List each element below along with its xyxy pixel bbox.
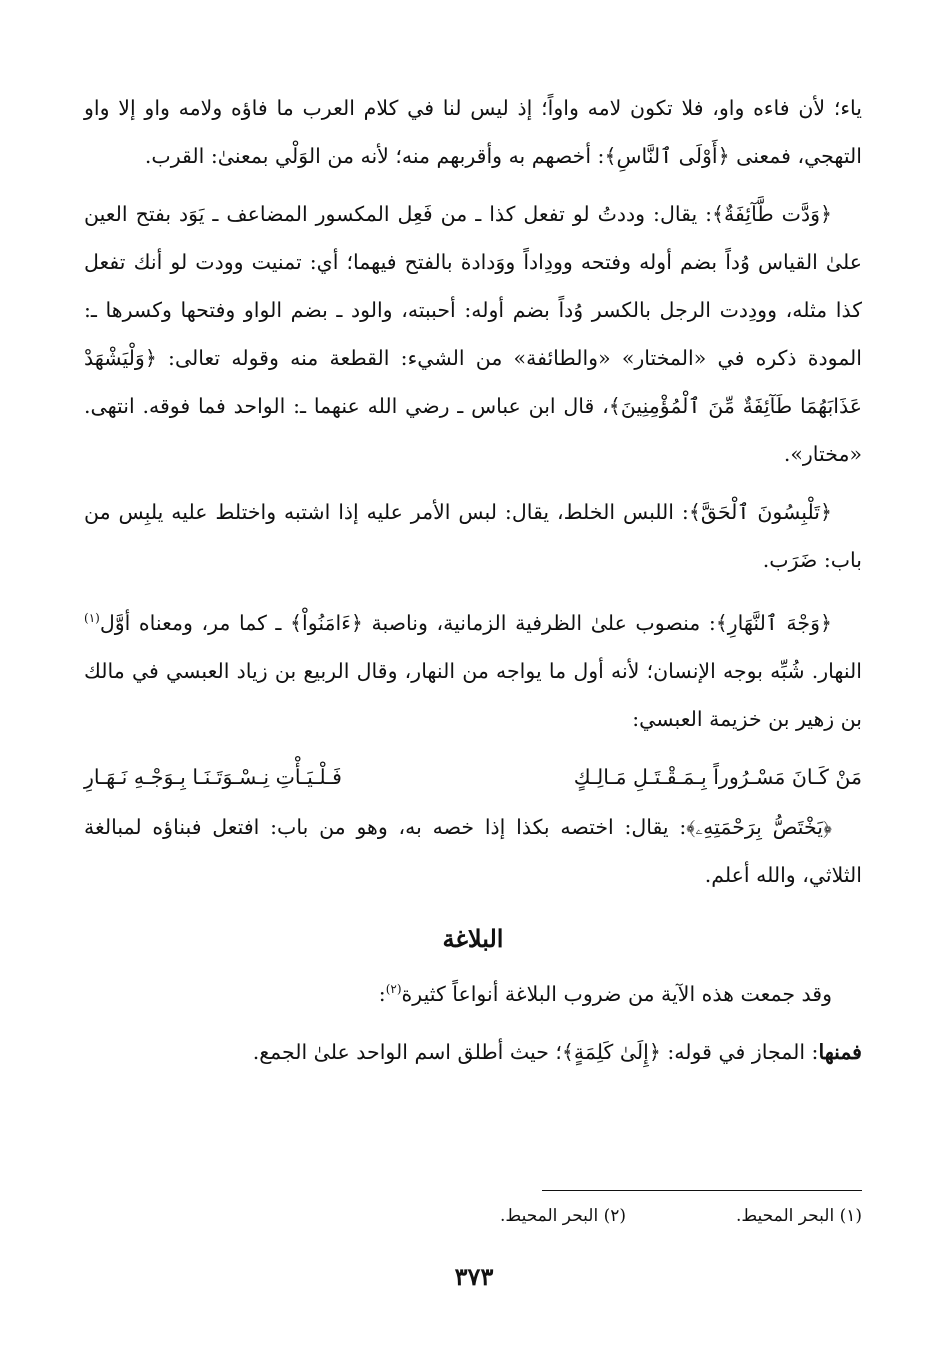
- paragraph-wajh-part1: ﴿وَجْهَ ٱلنَّهَارِ﴾: منصوب علىٰ الظرفية الزمانية، وناصبة ﴿ءَامَنُواْ﴾ ـ كما مر، ومعناه أوَّل: [99, 610, 832, 635]
- footnote-marker-1: (١): [84, 611, 100, 625]
- balagha-point-text: : المجاز في قوله: ﴿إِلَىٰ كَلِمَةٍ﴾؛ حيث أطلق اسم الواحد علىٰ الجمع.: [252, 1039, 819, 1064]
- footnote-marker-2: (٢): [385, 981, 402, 996]
- footnotes: [262, 1206, 862, 1226]
- paragraph-balagha-point: [84, 1028, 862, 1076]
- balagha-point-label: فمنها: [818, 1039, 862, 1064]
- paragraph-wajh-annahar: [84, 594, 862, 743]
- section-heading-balagha: البلاغة: [442, 923, 504, 953]
- paragraph-talbisun: ﴿تَلْبِسُونَ ٱلْحَقَّ﴾: اللبس الخلط، يقال: لبس الأمر عليه إذا اشتبه واختلط عليه يلبِس من باب: ضَرَب.: [84, 500, 862, 572]
- footnote-2: (٢) البحر المحيط.: [500, 1206, 627, 1226]
- paragraph-yakhtassu: ﴿يَخْتَصُّ بِرَحْمَتِهِۦ﴾: يقال: اختصه بكذا إذا خصه به، وهو من باب: افتعل فبناؤه لمبالغة الثلاثي، والله أعلم.: [84, 814, 862, 887]
- page-number: ٣٧٣: [454, 1262, 494, 1291]
- verse-first-hemistich: مَنْ كَـانَ مَسْـرُوراً بِـمَـقْـتَـلِ مَـالِـكٍ: [573, 764, 862, 789]
- paragraph-awla: ياء؛ لأن فاءه واو، فلا تكون لامه واواً؛ إذ ليس لنا في كلام العرب ما فاؤه ولامه واو إلا واو التهجي، فمعنى ﴿أَوْلَى ٱلنَّاسِ﴾: أخصهم به وأقربهم منه؛ لأنه من الوَلْي بمعنىٰ: القرب.: [84, 96, 862, 168]
- balagha-intro-end: :: [378, 981, 386, 1006]
- main-text: [84, 84, 862, 1086]
- paragraph-waddat: ﴿وَدَّت طَّآئِفَةٌ﴾: يقال: وددتُ لو تفعل كذا ـ من فَعِل المكسور المضاعف ـ يَوَد بفتح العين علىٰ القياس وُداً بضم أوله وفتحه وودِاداً ووَدادة بالفتح فيهما؛ أي: تمنيت وودت لو أنك تفعل كذا مثله، وودِدت الرجل بالكسر وُداً بضم أوله: أحببته، والود ـ بضم الواو وفتحها وكسرها ـ: المودة ذكره في «المختار» «والطائفة» من الشيء: القطعة منه وقوله تعالى: ﴿وَلْيَشْهَدْ عَذَابَهُمَا طَآئِفَةٌ مِّنَ ٱلْمُؤْمِنِينَ﴾، قال ابن عباس ـ رضي الله عنهما ـ: الواحد فما فوقه. انتهى. «مختار».: [84, 202, 862, 466]
- footnote-separator: [542, 1190, 862, 1191]
- paragraph-balagha-intro: [84, 965, 862, 1018]
- balagha-intro-text: وقد جمعت هذه الآية من ضروب البلاغة أنواعاً كثيرة: [401, 981, 832, 1006]
- paragraph-wajh-part2: النهار. شُبِّه بوجه الإنسان؛ لأنه أول ما يواجه من النهار، وقال الربيع بن زياد العبسي في مالك بن زهير بن خزيمة العبسي:: [84, 658, 862, 731]
- footnote-1: (١) البحر المحيط.: [736, 1206, 862, 1226]
- verse-second-hemistich: فَـلْـيَـأْتِ نِـسْـوَتَـنَـا بِـوَجْـهِ نَـهَـارِ: [84, 764, 342, 789]
- poetry-verse: [84, 753, 862, 801]
